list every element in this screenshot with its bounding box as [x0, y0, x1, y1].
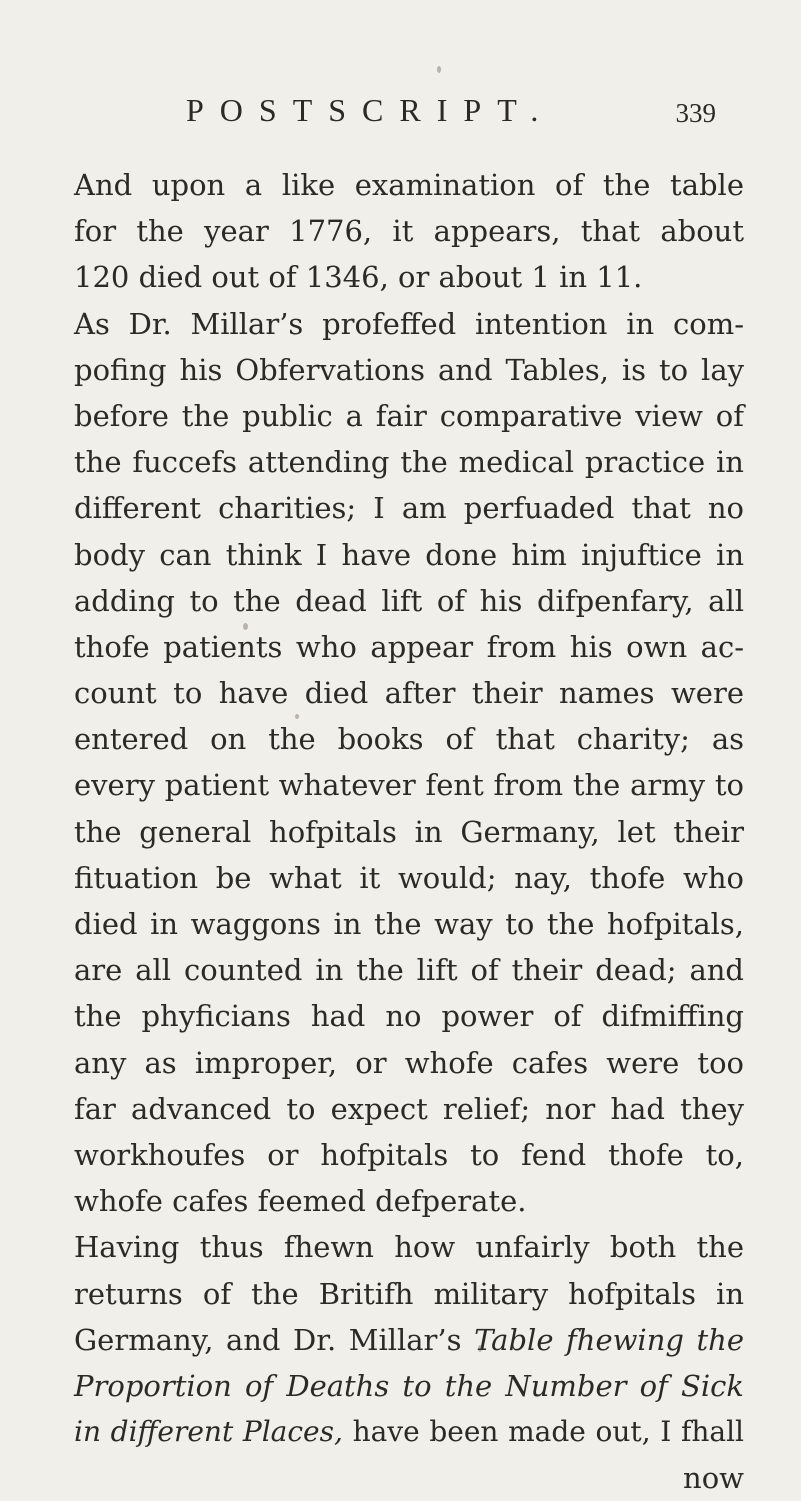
paper-speck — [437, 66, 441, 73]
text-line: And upon a like examination of the table — [74, 168, 744, 202]
text-segment: have been made out, I fhall — [342, 1415, 744, 1449]
text-line: before the public a fair comparative view of — [74, 398, 744, 433]
page-number: 339 — [675, 98, 716, 128]
running-header — [186, 92, 716, 140]
text-line: far advanced to expect relief; nor had they — [74, 1091, 744, 1126]
text-line: count to have died after their names were — [74, 676, 744, 711]
text-line — [74, 1363, 744, 1409]
text-line — [74, 1317, 744, 1363]
text-line: every patient whatever fent from the army to — [74, 768, 744, 803]
running-title: POSTSCRIPT. — [186, 92, 555, 128]
text-line: entered on the books of that charity; as — [74, 722, 744, 757]
text-line: now — [683, 1461, 744, 1496]
paper-speck — [478, 1345, 482, 1352]
text-line — [74, 1409, 744, 1455]
text-line: whofe cafes feemed defperate. — [74, 1184, 527, 1219]
text-line: the general hofpitals in Germany, let their — [74, 814, 744, 849]
paper-speck — [295, 714, 299, 719]
text-line: body can think I have done him injuftice in — [74, 537, 744, 572]
text-line: pofing his Obfervations and Tables, is to lay — [74, 352, 744, 387]
body-text — [74, 162, 744, 1501]
text-line: the fuccefs attending the medical practice in — [74, 445, 744, 480]
text-line: fituation be what it would; nay, thofe who — [74, 860, 744, 895]
text-line: are all counted in the lift of their dead; and — [74, 953, 744, 988]
paper-speck — [243, 623, 248, 630]
text-line: Having thus fhewn how unfairly both the — [74, 1230, 744, 1265]
text-line: 120 died out of 1346, or about 1 in 11. — [74, 260, 643, 295]
text-line: the phyficians had no power of difmiffing — [74, 999, 744, 1034]
italic-text: in different Places, — [74, 1415, 343, 1449]
text-line: adding to the dead lift of his difpenfary, all — [74, 583, 744, 618]
text-line: returns of the Britifh military hofpitals in — [74, 1276, 744, 1311]
text-line: As Dr. Millar’s profeffed intention in com- — [74, 306, 744, 341]
text-line: workhoufes or hofpitals to fend thofe to, — [74, 1137, 744, 1172]
text-line: thofe patients who appear from his own ac- — [74, 629, 744, 664]
text-segment: Germany, and Dr. Millar’s — [74, 1322, 475, 1357]
italic-text: Table fhewing the — [474, 1322, 744, 1357]
text-line: different charities; I am perfuaded that no — [74, 491, 744, 526]
text-line: any as improper, or whofe cafes were too — [74, 1045, 744, 1080]
italic-text: Proportion of Deaths to the Number of Sick — [74, 1368, 744, 1403]
text-line: for the year 1776, it appears, that about — [74, 214, 744, 249]
text-line: died in waggons in the way to the hofpitals, — [74, 907, 744, 941]
